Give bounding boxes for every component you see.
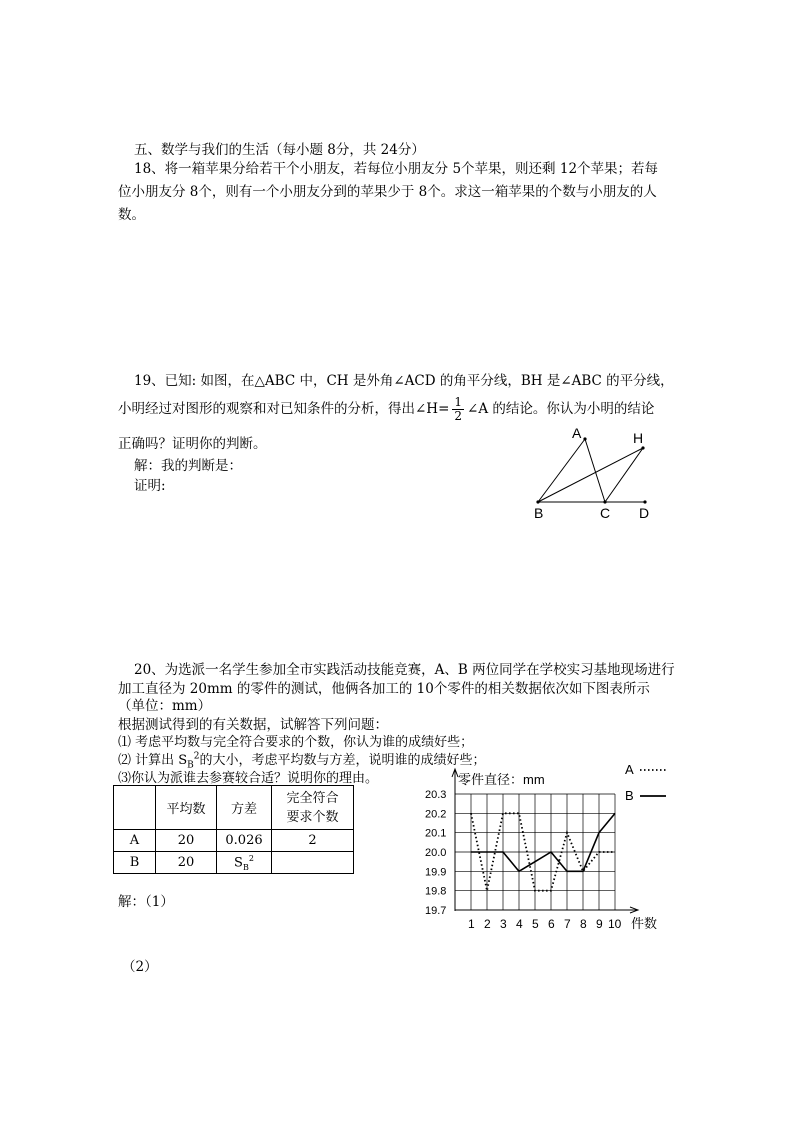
series-b-line	[471, 813, 615, 871]
x-tick-label: 7	[564, 917, 571, 931]
stats-table	[113, 785, 354, 874]
x-tick-label: 9	[596, 917, 603, 931]
q20-sub-2-start: ⑵ 计算出 S	[118, 753, 188, 768]
q18-line-2: 位小朋友分 8个，则有一个小朋友分到的苹果少于 8个。求这一箱苹果的个数与小朋友的人	[118, 184, 657, 200]
q19-proof-label: 证明:	[134, 478, 166, 494]
x-tick-label: 3	[500, 917, 507, 931]
row-a-mean: 20	[156, 830, 217, 852]
q20-sub-1: ⑴ 考虑平均数与完全符合要求的个数，你认为谁的成绩好些；	[118, 735, 474, 750]
label-d: D	[639, 505, 650, 521]
header-variance: 方差	[217, 786, 272, 830]
table-row	[114, 852, 354, 874]
row-a-name: A	[114, 830, 156, 852]
x-axis-label: 件数	[631, 916, 658, 931]
x-tick-label: 6	[548, 917, 555, 931]
q18-line-3: 数。	[118, 207, 145, 223]
x-tick-label: 5	[532, 917, 539, 931]
fraction-numerator: 1	[454, 395, 463, 409]
q19-line-2-start: 小明经过对图形的观察和对已知条件的分析，得出∠H=	[118, 401, 450, 417]
header-count-line-2: 要求个数	[286, 809, 339, 825]
table-row	[114, 830, 354, 852]
q20-answer-2: （2）	[122, 959, 158, 975]
header-count-line-1: 完全符合	[286, 790, 339, 806]
y-tick-label: 20.0	[425, 847, 447, 859]
q20-line-1: 20、为选派一名学生参加全市实践活动技能竞赛，A、B 两位同学在学校实习基地现场进行	[134, 662, 675, 678]
point-b	[536, 500, 539, 503]
y-tick-label: 20.3	[425, 789, 447, 801]
y-tick-label: 20.1	[425, 827, 447, 840]
q20-line-2: 加工直径为 20mm 的零件的测试，他俩各加工的 10个零件的相关数据依次如下图表所示	[118, 681, 650, 697]
y-tick-label: 19.8	[425, 885, 447, 898]
diameter-line-chart	[410, 760, 680, 940]
q20-answer-1: 解：（1）	[118, 894, 174, 910]
q19-line-3: 正确吗？证明你的判断。	[118, 436, 267, 452]
row-a-count: 2	[272, 830, 354, 852]
x-tick-label: 2	[484, 917, 491, 931]
label-h: H	[633, 430, 644, 446]
y-axis-label: 零件直径：mm	[458, 772, 545, 787]
row-b-count	[272, 852, 354, 874]
triangle-figure	[525, 422, 665, 522]
point-a	[583, 437, 586, 440]
header-blank	[114, 786, 156, 830]
q19-line-1: 19、已知: 如图，在△ABC 中，CH 是外角∠ACD 的角平分线，BH 是∠ABC 的平分线，	[134, 373, 674, 389]
q19-line-2	[118, 396, 654, 423]
point-d	[643, 500, 646, 503]
row-b-variance-base: S	[234, 854, 243, 870]
y-tick-label: 19.9	[425, 866, 447, 879]
x-tick-label: 8	[580, 917, 587, 931]
fraction-one-half	[452, 396, 464, 423]
label-c: C	[600, 505, 611, 521]
table-header-row	[114, 786, 354, 830]
fraction-denominator: 2	[454, 409, 463, 423]
row-b-variance-superscript: 2	[248, 853, 254, 863]
q20-sub-2-superscript: 2	[193, 751, 200, 762]
y-tick-label: 20.2	[425, 808, 447, 821]
x-tick-label: 1	[468, 917, 475, 931]
header-count	[272, 786, 354, 830]
segment-ac	[585, 439, 605, 502]
q20-sub-2-end: 的大小，考虑平均数与方差，说明谁的成绩好些；	[199, 753, 486, 768]
header-mean: 平均数	[156, 786, 217, 830]
label-b: B	[534, 505, 544, 521]
q20-sub-3: ⑶你认为派谁去参赛较合适？说明你的理由。	[118, 771, 379, 786]
q19-line-2-end: ∠A 的结论。你认为小明的结论	[467, 401, 655, 417]
x-tick-label: 10	[608, 917, 622, 931]
question-18	[118, 158, 658, 227]
legend-label-a: A	[625, 762, 634, 777]
row-b-variance-subscript: B	[242, 862, 249, 872]
q19-answer-label: 解：我的判断是：	[134, 458, 242, 474]
row-b-variance	[217, 852, 272, 874]
row-a-variance: 0.026	[217, 830, 272, 852]
point-c	[603, 500, 606, 503]
point-h	[641, 446, 644, 449]
label-a: A	[572, 425, 582, 441]
y-tick-label: 19.7	[425, 905, 447, 917]
x-tick-label: 4	[516, 917, 523, 931]
segment-ch	[605, 448, 643, 502]
legend-label-b: B	[625, 788, 634, 803]
q20-sub-2-subscript: B	[187, 760, 194, 771]
q20-line-4: 根据测试得到的有关数据，试解答下列问题：	[118, 717, 388, 733]
q18-line-1: 18、将一箱苹果分给若干个小朋友，若每位小朋友分 5个苹果，则还剩 12个苹果；若每	[134, 161, 659, 177]
segment-ba	[538, 439, 585, 502]
row-b-mean: 20	[156, 852, 217, 874]
row-b-name: B	[114, 852, 156, 874]
section-title: 五、数学与我们的生活（每小题 8分，共 24分）	[134, 142, 425, 158]
q20-line-3: （单位：mm）	[118, 698, 212, 714]
